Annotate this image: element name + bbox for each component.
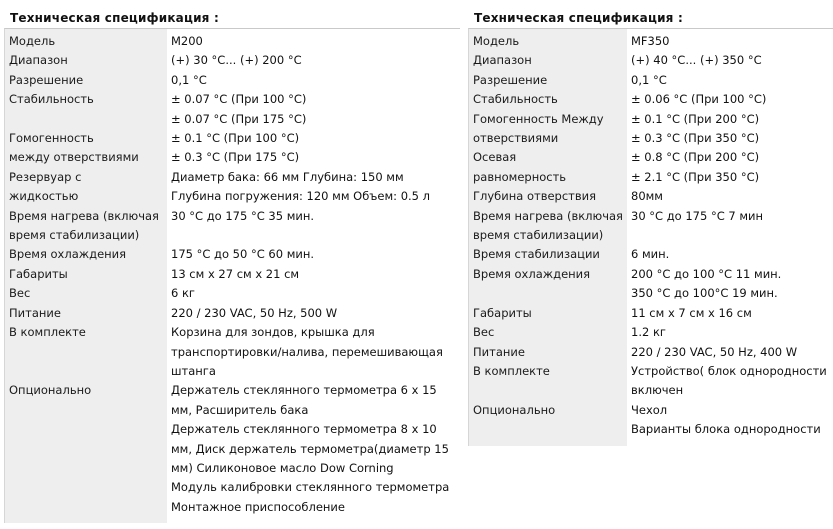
spec-row (469, 71, 833, 90)
spec-value: 6 мин. (627, 245, 833, 264)
spec-label: Модель (469, 29, 627, 51)
spec-row (5, 71, 460, 90)
spec-value: 13 см x 27 см x 21 см (167, 265, 460, 284)
spec-value: 0,1 °C (167, 71, 460, 90)
spec-table-frame (4, 28, 460, 523)
spec-row (469, 245, 833, 264)
spec-value: 80мм (627, 187, 833, 206)
spec-table (5, 29, 460, 523)
spec-label: Осевая равномерность (469, 148, 627, 187)
spec-row (469, 90, 833, 109)
spec-row (5, 51, 460, 70)
spec-row (5, 265, 460, 284)
spec-row (469, 187, 833, 206)
spec-label: Питание (469, 343, 627, 362)
spec-row (469, 401, 833, 446)
spec-label: Время нагрева (включая время стабилизации) (469, 207, 627, 246)
spec-value: MF350 (627, 29, 833, 51)
spec-row (5, 168, 460, 207)
spec-value: (+) 40 °C... (+) 350 °C (627, 51, 833, 70)
spec-title: Техническая спецификация : (10, 11, 219, 25)
spec-row (5, 90, 460, 129)
spec-value: Чехол Варианты блока однородности (627, 401, 833, 446)
spec-value: ± 0.8 °C (При 200 °C) ± 2.1 °C (При 350 °C) (627, 148, 833, 187)
spec-label: В комплекте (5, 323, 167, 381)
spec-row (469, 148, 833, 187)
spec-label: Диапазон (469, 51, 627, 70)
spec-value: 30 °C до 175 °C 35 мин. (167, 207, 460, 246)
spec-row (5, 323, 460, 381)
spec-row (5, 304, 460, 323)
spec-row (5, 381, 460, 523)
spec-value: M200 (167, 29, 460, 51)
spec-row (5, 207, 460, 246)
spec-value: Корзина для зондов, крышка для транспортировки/налива, перемешивающая штанга (167, 323, 460, 381)
spec-row (469, 51, 833, 70)
spec-label: Модель (5, 29, 167, 51)
spec-label: Гомогенность Между отверствиями (469, 110, 627, 149)
spec-value: 220 / 230 VAC, 50 Hz, 500 W (167, 304, 460, 323)
spec-label: Диапазон (5, 51, 167, 70)
spec-value: Устройство( блок однородности включен (627, 362, 833, 401)
spec-label: Разрешение (5, 71, 167, 90)
spec-table (469, 29, 833, 446)
spec-label: Время охлаждения (469, 265, 627, 304)
spec-row (469, 323, 833, 342)
spec-label: В комплекте (469, 362, 627, 401)
spec-label: Глубина отверствия (469, 187, 627, 206)
spec-row (469, 110, 833, 149)
spec-label: Время охлаждения (5, 245, 167, 264)
spec-value: (+) 30 °C... (+) 200 °C (167, 51, 460, 70)
spec-table-frame (468, 28, 833, 446)
spec-label: Время нагрева (включая время стабилизации) (5, 207, 167, 246)
spec-value: 220 / 230 VAC, 50 Hz, 400 W (627, 343, 833, 362)
spec-label: Резервуар с жидкостью (5, 168, 167, 207)
spec-panel-mf350 (468, 8, 833, 446)
spec-value: ± 0.06 °C (При 100 °C) (627, 90, 833, 109)
spec-row (469, 343, 833, 362)
spec-value: 30 °C до 175 °C 7 мин (627, 207, 833, 246)
spec-row (5, 129, 460, 168)
spec-label: Опционально (5, 381, 167, 523)
spec-value: Держатель стеклянного термометра 6 x 15 мм, Расширитель бака Держатель стеклянного термометра 8 x 10 мм, Диск держатель термометра(диаметр 15 мм) Силиконовое масло Dow Corning Модуль калибровки стеклянного термометра Монтажное приспособление (167, 381, 460, 523)
spec-label: Габариты (5, 265, 167, 284)
spec-value: 11 см x 7 см x 16 см (627, 304, 833, 323)
spec-value: 200 °C до 100 °C 11 мин. 350 °C до 100°C 19 мин. (627, 265, 833, 304)
spec-value: 0,1 °C (627, 71, 833, 90)
spec-row (5, 284, 460, 303)
spec-label: Вес (469, 323, 627, 342)
spec-label: Стабильность (469, 90, 627, 109)
spec-label: Габариты (469, 304, 627, 323)
spec-label: Гомогенность между отверствиями (5, 129, 167, 168)
spec-value: 6 кг (167, 284, 460, 303)
spec-value: ± 0.1 °C (При 100 °C) ± 0.3 °C (При 175 °C) (167, 129, 460, 168)
spec-value: ± 0.07 °C (При 100 °C) ± 0.07 °C (При 175 °C) (167, 90, 460, 129)
spec-row (5, 245, 460, 264)
spec-label: Опционально (469, 401, 627, 446)
spec-panel-m200 (4, 8, 460, 523)
spec-label: Питание (5, 304, 167, 323)
spec-label: Время стабилизации (469, 245, 627, 264)
spec-label: Стабильность (5, 90, 167, 129)
spec-row (469, 265, 833, 304)
spec-row (469, 207, 833, 246)
spec-row (469, 29, 833, 51)
spec-title: Техническая спецификация : (474, 11, 683, 25)
spec-row (469, 362, 833, 401)
spec-value: Диаметр бака: 66 мм Глубина: 150 мм Глубина погружения: 120 мм Объем: 0.5 л (167, 168, 460, 207)
spec-row (5, 29, 460, 51)
spec-label: Вес (5, 284, 167, 303)
spec-value: 1.2 кг (627, 323, 833, 342)
spec-value: ± 0.1 °C (При 200 °C) ± 0.3 °C (При 350 °C) (627, 110, 833, 149)
spec-label: Разрешение (469, 71, 627, 90)
spec-value: 175 °C до 50 °C 60 мин. (167, 245, 460, 264)
spec-row (469, 304, 833, 323)
